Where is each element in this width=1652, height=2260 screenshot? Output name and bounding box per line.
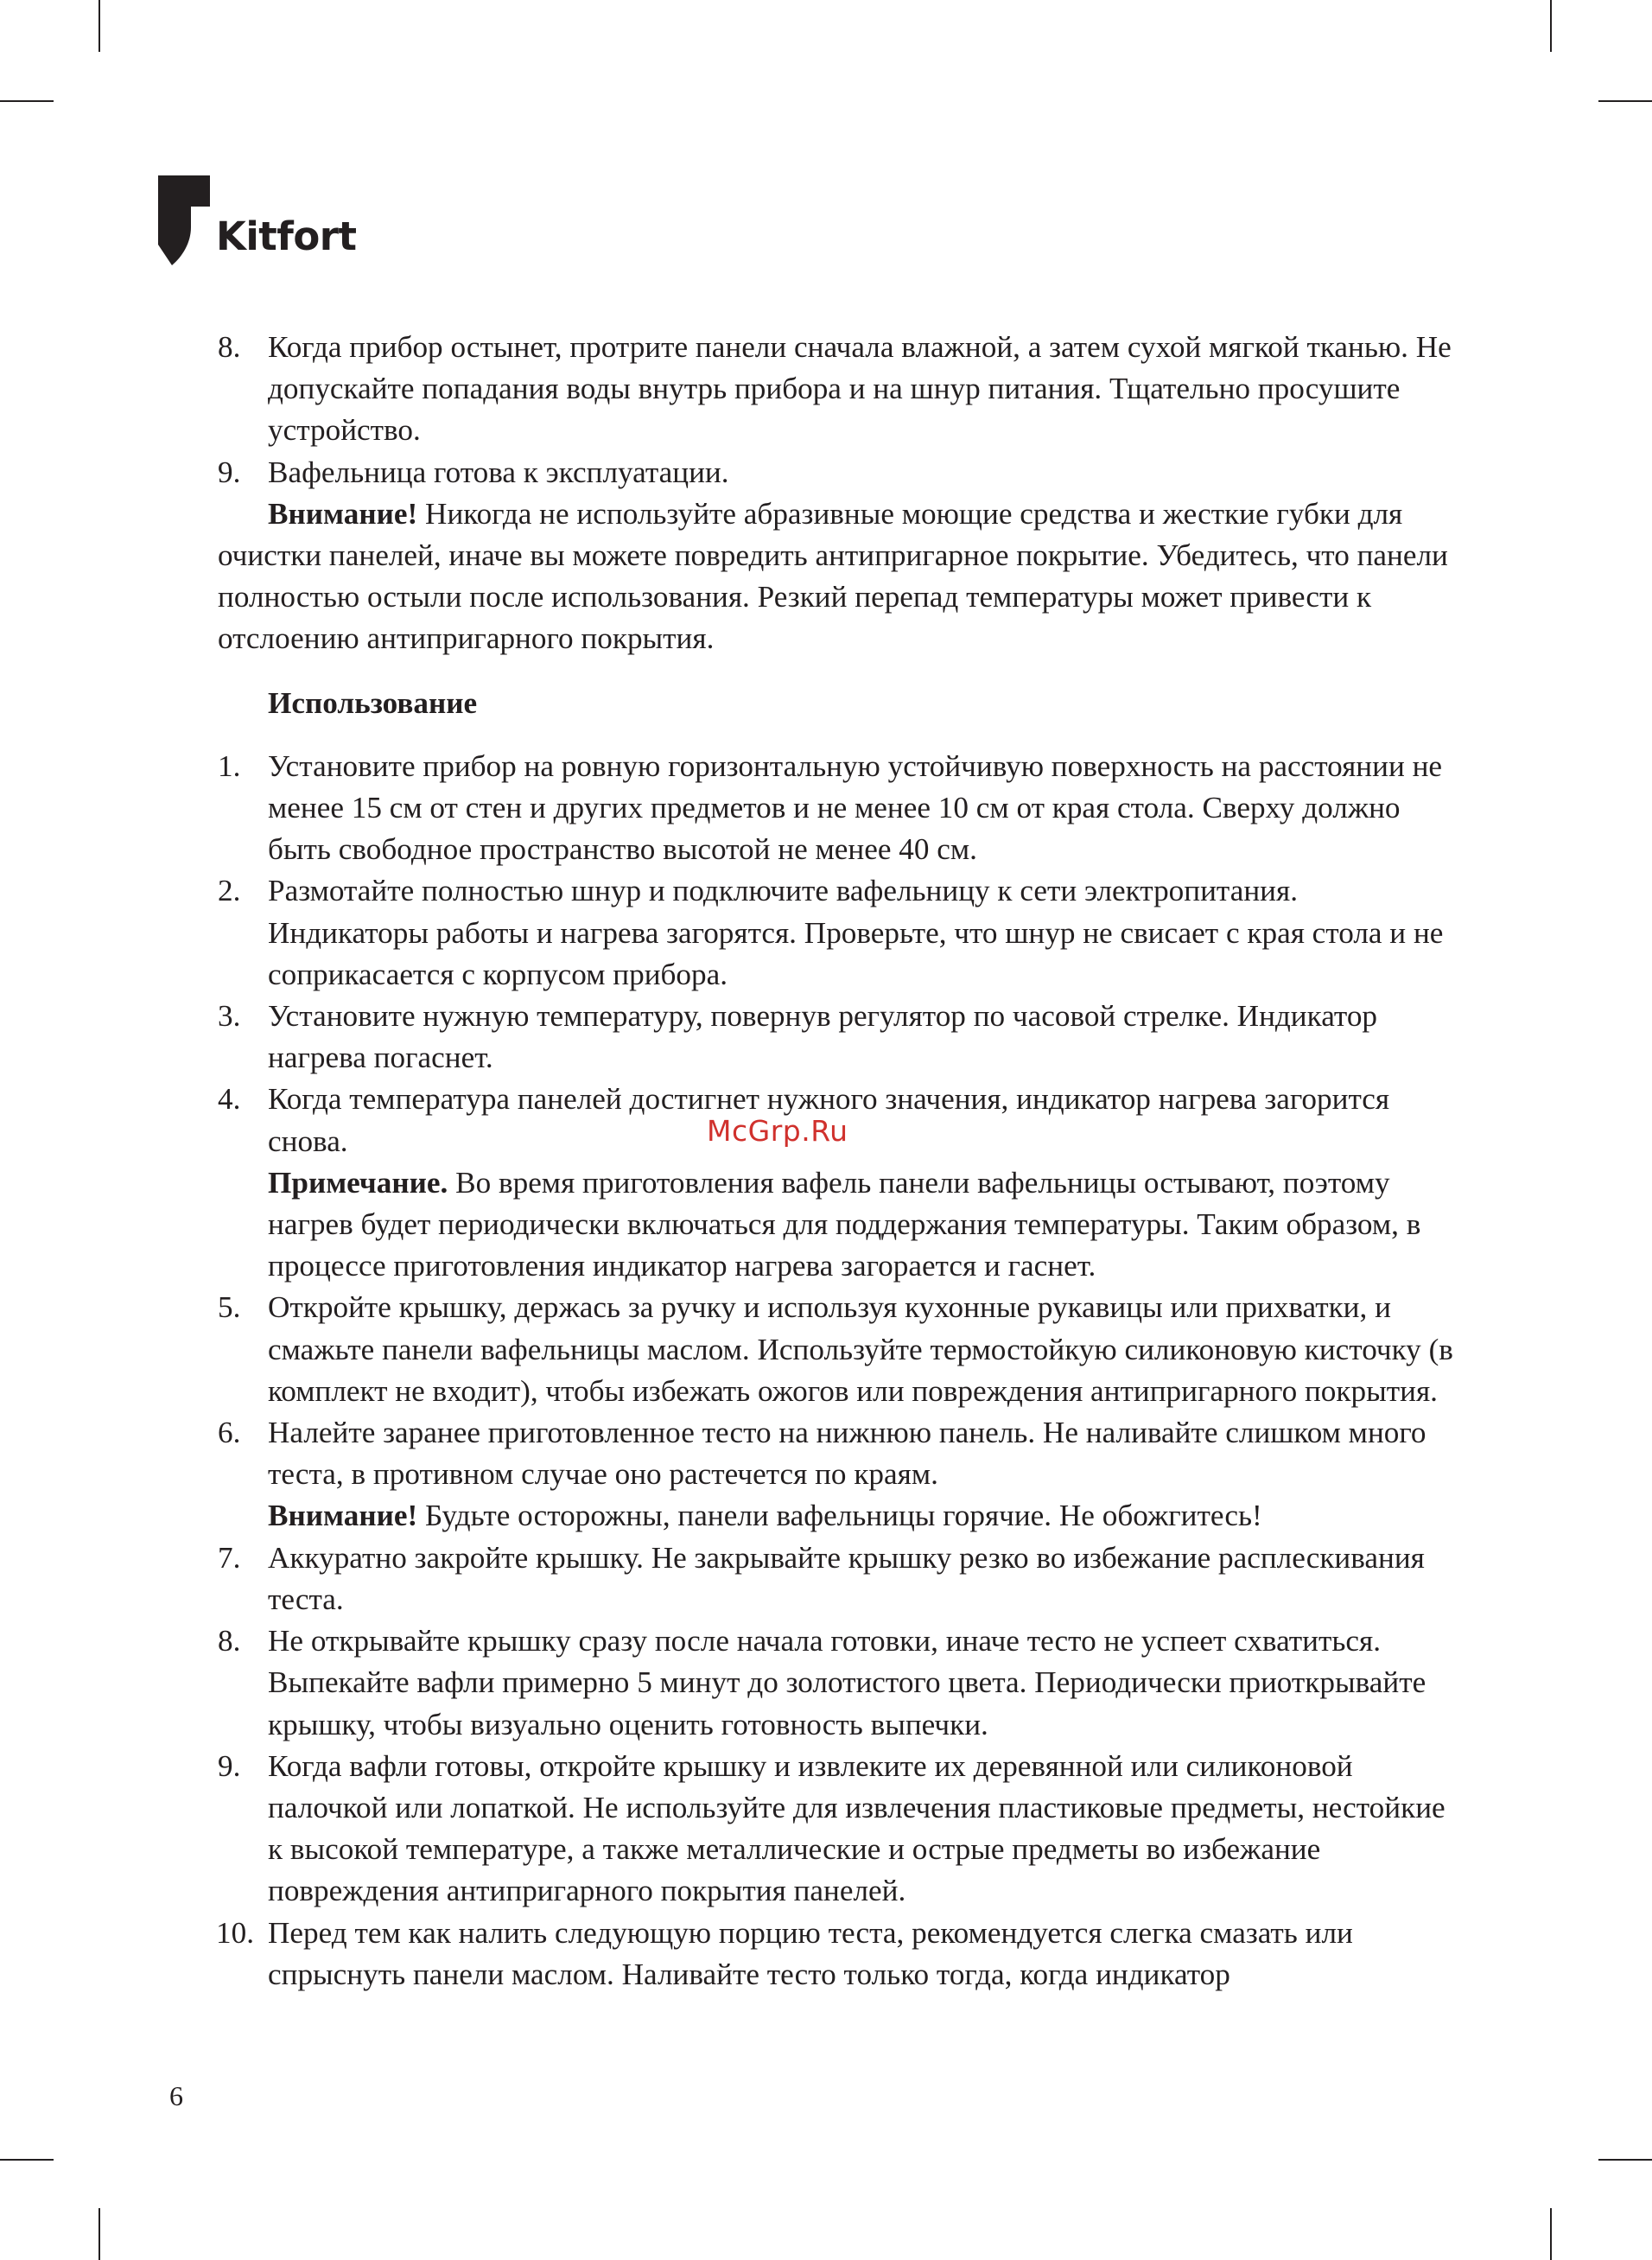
- step-text: Размотайте полностью шнур и подключите вафельницу к сети электропитания. Индикаторы работы и нагрева загорятся. Проверьте, что шнур не свисает с края стола и не соприкасается с корпусом прибора.: [268, 874, 1444, 991]
- crop-mark-left-bottom: [0, 2159, 54, 2161]
- step-text: Не открывайте крышку сразу после начала готовки, иначе тесто не успеет схватиться. Выпекайте вафли примерно 5 минут до золотистого цвета. Периодически приоткрывайте крышку, чтобы визуально оценить готовность выпечки.: [268, 1624, 1426, 1741]
- usage-step-9: [218, 1746, 1453, 1913]
- watermark: McGrp.Ru: [707, 1114, 848, 1148]
- usage-step-5: [218, 1287, 1453, 1412]
- step-text: Когда вафли готовы, откройте крышку и извлеките их деревянной или силиконовой палочкой или лопаткой. Не используйте для извлечения пластиковые предметы, нестойкие к высокой температуре, а также металлические и острые предметы во избежание повреждения антипригарного покрытия панелей.: [268, 1748, 1446, 1908]
- usage-step-4: [218, 1079, 1453, 1287]
- step-text: Перед тем как налить следующую порцию теста, рекомендуется слегка смазать или спрыснуть панели маслом. Наливайте тесто только тогда, когда индикатор: [268, 1915, 1353, 1991]
- usage-step-6: [218, 1412, 1453, 1537]
- step-number: 6.: [218, 1416, 241, 1450]
- crop-mark-right-bottom: [1598, 2159, 1652, 2161]
- step-number: 9.: [218, 1748, 241, 1783]
- brand-name: Kitfort: [216, 213, 357, 259]
- crop-mark-top-right: [1550, 0, 1552, 52]
- crop-mark-left-top: [0, 100, 54, 102]
- kitfort-logo-mark-icon: [158, 175, 212, 265]
- crop-mark-bottom-left: [98, 2208, 100, 2260]
- usage-step-1: [218, 746, 1453, 871]
- step-text: Налейте заранее приготовленное тесто на нижнюю панель. Не наливайте слишком много теста, в противном случае оно растечется по краям.: [268, 1416, 1426, 1492]
- usage-step-2: [218, 870, 1453, 996]
- crop-mark-right-top: [1598, 100, 1652, 102]
- step-note: [268, 1495, 1453, 1537]
- step-number: 1.: [218, 748, 241, 783]
- section-heading-usage: Использование: [268, 685, 478, 720]
- step-number: 3.: [218, 999, 241, 1034]
- step-number: 2.: [218, 874, 241, 908]
- step-text: Вафельница готова к эксплуатации.: [268, 455, 729, 489]
- note-label: Внимание!: [268, 1499, 418, 1533]
- step-number: 8.: [218, 330, 241, 364]
- step-number: 9.: [218, 455, 241, 489]
- warning-label: Внимание!: [268, 496, 418, 531]
- cleaning-step-8: [218, 327, 1453, 452]
- crop-mark-top-left: [98, 0, 100, 52]
- kitfort-logo: [158, 175, 365, 271]
- page-number: 6: [169, 2080, 183, 2111]
- cleaning-step-9: [218, 452, 1453, 493]
- step-number: 4.: [218, 1082, 241, 1117]
- usage-step-10: [218, 1913, 1453, 1996]
- step-number: 10.: [216, 1915, 254, 1950]
- note-text: Будьте осторожны, панели вафельницы горячие. Не обожгитесь!: [417, 1499, 1262, 1533]
- crop-mark-bottom-right: [1550, 2208, 1552, 2260]
- step-text: Аккуратно закройте крышку. Не закрывайте крышку резко во избежание расплескивания теста.: [268, 1540, 1425, 1616]
- usage-step-7: [218, 1537, 1453, 1620]
- step-text: Установите нужную температуру, повернув регулятор по часовой стрелке. Индикатор нагрева погаснет.: [268, 999, 1378, 1075]
- step-number: 5.: [218, 1290, 241, 1325]
- usage-step-3: [218, 996, 1453, 1079]
- manual-page-content: [218, 327, 1453, 1996]
- step-number: 7.: [218, 1540, 241, 1575]
- step-text: Установите прибор на ровную горизонтальную устойчивую поверхность на расстоянии не менее 15 см от стен и других предметов и не менее 10 см от края стола. Сверху должно быть свободное пространство высотой не менее 40 см.: [268, 748, 1443, 867]
- cleaning-warning: [218, 493, 1453, 660]
- step-text: Когда температура панелей достигнет нужного значения, индикатор нагрева загорится снова.: [268, 1082, 1390, 1158]
- step-note: [268, 1162, 1453, 1288]
- warning-text: Никогда не используйте абразивные моющие средства и жесткие губки для очистки панелей, иначе вы можете повредить антипригарное покрытие. Убедитесь, что панели полностью остыли после использования. Резкий перепад температуры может привести к отслоению антипригарного покрытия.: [218, 496, 1448, 656]
- step-text: Когда прибор остынет, протрите панели сначала влажной, а затем сухой мягкой тканью. Не допускайте попадания воды внутрь прибора и на шнур питания. Тщательно просушите устройство.: [268, 330, 1452, 448]
- usage-step-8: [218, 1620, 1453, 1746]
- note-label: Примечание.: [268, 1165, 448, 1200]
- step-number: 8.: [218, 1624, 241, 1658]
- step-text: Откройте крышку, держась за ручку и используя кухонные рукавицы или прихватки, и смажьте панели вафельницы маслом. Используйте термостойкую силиконовую кисточку (в комплект не входит), чтобы избежать ожогов или повреждения антипригарного покрытия.: [268, 1290, 1453, 1408]
- note-text: Во время приготовления вафель панели вафельницы остывают, поэтому нагрев будет периодически включаться для поддержания температуры. Таким образом, в процессе приготовления индикатор нагрева загорается и гаснет.: [268, 1165, 1421, 1283]
